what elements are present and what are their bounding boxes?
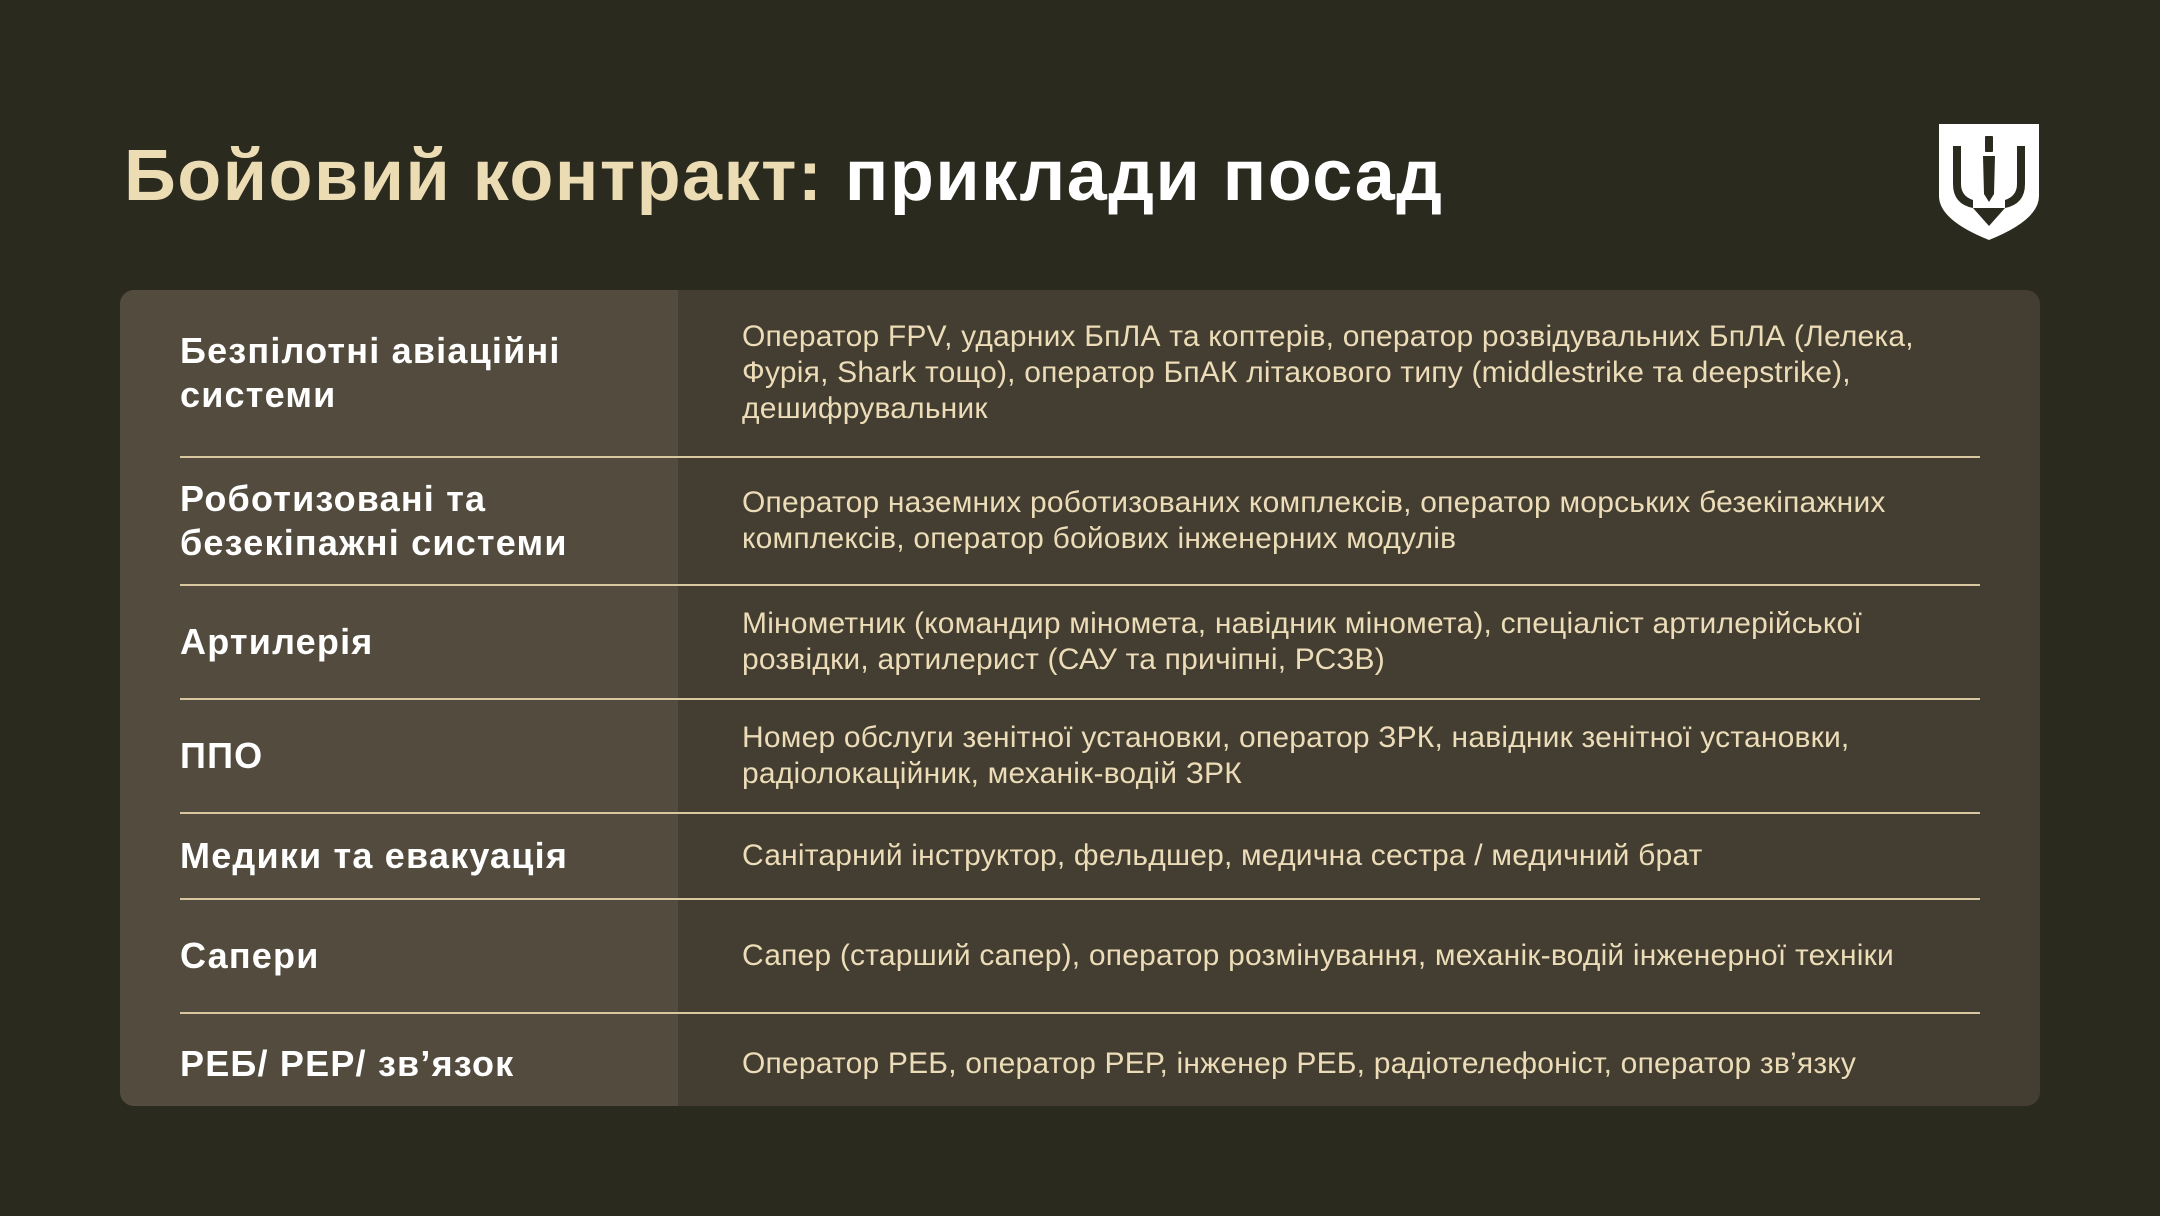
trident-shield-icon — [1937, 124, 2041, 240]
row-positions: Мінометник (командир міномета, навідник міномета), спеціаліст артилерійської розвідки, артилерист (САУ та причіпні, РСЗВ) — [742, 607, 1862, 676]
positions-table — [120, 290, 2040, 1106]
row-positions: Санітарний інструктор, фельдшер, медична сестра / медичний брат — [742, 839, 1703, 872]
table-rows — [180, 290, 1980, 1106]
table-row — [180, 456, 1980, 584]
table-row — [180, 698, 1980, 812]
page-title — [124, 136, 1444, 216]
row-category: Безпілотні авіаційні системи — [180, 330, 561, 415]
row-category: РЕБ/ РЕР/ зв’язок — [180, 1043, 515, 1084]
row-category: ППО — [180, 735, 264, 776]
row-category: Медики та евакуація — [180, 835, 569, 876]
row-category: Артилерія — [180, 621, 374, 662]
table-row — [180, 812, 1980, 898]
table-row — [180, 584, 1980, 698]
row-positions: Оператор наземних роботизованих комплексів, оператор морських безекіпажних комплексів, оператор бойових інженерних модулів — [742, 486, 1886, 555]
table-row — [180, 898, 1980, 1012]
row-positions: Сапер (старший сапер), оператор розмінування, механік-водій інженерної техніки — [742, 939, 1894, 972]
table-row — [180, 290, 1980, 456]
row-category: Сапери — [180, 935, 320, 976]
row-positions: Номер обслуги зенітної установки, оператор ЗРК, навідник зенітної установки, радіолокаційник, механік-водій ЗРК — [742, 721, 1850, 790]
title-rest: приклади посад — [823, 136, 1444, 216]
row-positions: Оператор FPV, ударних БпЛА та коптерів, оператор розвідувальних БпЛА (Лелека, Фурія, Shark тощо), оператор БпАК літакового типу (middlestrike та deepstrike), дешифрувальник — [742, 320, 1914, 425]
row-positions: Оператор РЕБ, оператор РЕР, інженер РЕБ, радіотелефоніст, оператор зв’язку — [742, 1047, 1857, 1080]
title-accent: Бойовий контракт: — [124, 136, 824, 216]
table-row — [180, 1012, 1980, 1106]
row-category: Роботизовані та безекіпажні системи — [180, 478, 568, 563]
